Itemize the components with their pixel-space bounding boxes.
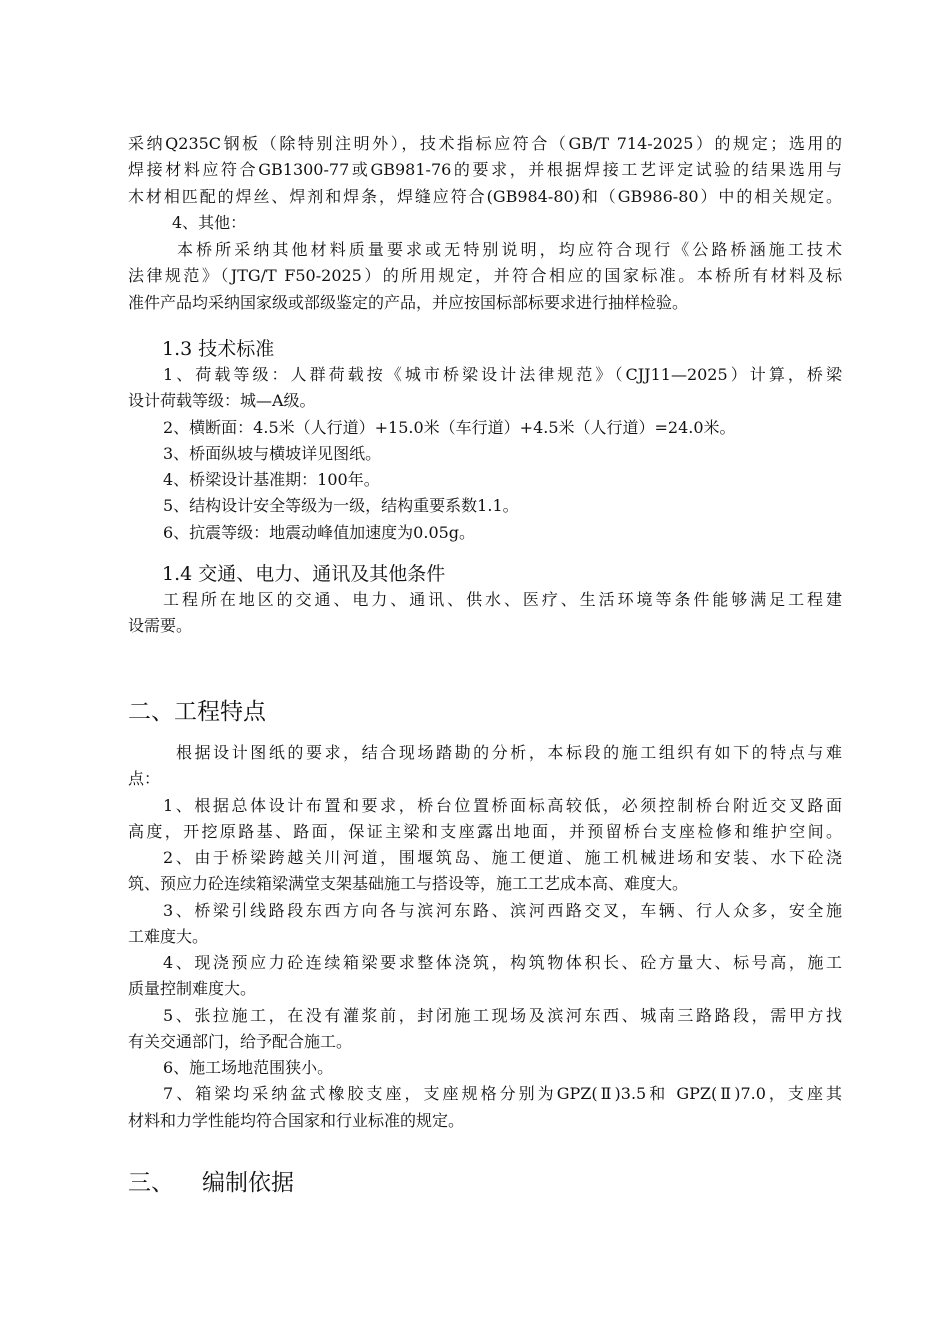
body-text-line: 焊接材料应符合GB1300-77或GB981-76的要求，并根据焊接工艺评定试验的结果选用与 [128,160,842,179]
list-item: 5、结构设计安全等级为一级，结构重要系数1.1。 [163,496,519,515]
list-item: 有关交通部门，给予配合施工。 [128,1032,353,1051]
section-heading-1-4: 1.4 交通、电力、通讯及其他条件 [162,563,446,585]
list-item: 1、根据总体设计布置和要求，桥台位置桥面标高较低，必须控制桥台附近交叉路面 [163,796,842,815]
list-item: 材料和力学性能均符合国家和行业标准的规定。 [128,1111,465,1130]
body-text-line: 设需要。 [128,616,193,635]
subsection-heading: 4、其他： [172,213,247,232]
body-text-line: 点： [128,769,161,788]
body-text-line: 法律规范》（JTG/T F50-2025）的所用规定，并符合相应的国家标准。本桥所有材料及标 [128,266,842,285]
chapter-number-3: 三、 [128,1170,174,1196]
body-text-line: 采纳Q235C钢板（除特别注明外），技术指标应符合（GB/T 714-2025）的规定；选用的 [128,134,842,153]
list-item: 筑、预应力砼连续箱梁满堂支架基础施工与搭设等，施工工艺成本高、难度大。 [128,874,689,893]
list-item: 2、由于桥梁跨越关川河道，围堰筑岛、施工便道、施工机械进场和安装、水下砼浇 [163,848,842,867]
body-text-line: 本桥所采纳其他材料质量要求或无特别说明，均应符合现行《公路桥涵施工技术 [177,240,842,259]
body-text-line: 根据设计图纸的要求，结合现场踏勘的分析，本标段的施工组织有如下的特点与难 [176,743,842,762]
chapter-heading-2: 二、工程特点 [128,699,266,725]
list-item: 3、桥梁引线路段东西方向各与滨河东路、滨河西路交叉，车辆、行人众多，安全施 [163,901,842,920]
list-item: 7、箱梁均采纳盆式橡胶支座，支座规格分别为GPZ(Ⅱ)3.5和 GPZ(Ⅱ)7.0，支座其 [163,1084,842,1103]
list-item: 5、张拉施工，在没有灌浆前，封闭施工现场及滨河东西、城南三路路段，需甲方找 [163,1006,842,1025]
list-item: 工难度大。 [128,927,209,946]
list-item: 6、施工场地范围狭小。 [163,1058,334,1077]
body-text-line: 准件产品均采纳国家级或部级鉴定的产品，并应按国标部标要求进行抽样检验。 [128,293,689,312]
list-item: 2、横断面：4.5米（人行道）+15.0米（车行道）+4.5米（人行道）=24.0米。 [163,418,736,437]
list-item: 设计荷载等级：城—A级。 [128,391,316,410]
list-item: 6、抗震等级：地震动峰值加速度为0.05g。 [163,523,476,542]
list-item: 3、桥面纵坡与横坡详见图纸。 [163,444,382,463]
section-heading-1-3: 1.3 技术标准 [162,338,275,360]
list-item: 1、荷载等级：人群荷载按《城市桥梁设计法律规范》（CJJ11—2025）计算，桥梁 [163,365,842,384]
list-item: 高度，开挖原路基、路面，保证主梁和支座露出地面，并预留桥台支座检修和维护空间。 [128,822,842,841]
list-item: 质量控制难度大。 [128,979,257,998]
body-text-line: 工程所在地区的交通、电力、通讯、供水、医疗、生活环境等条件能够满足工程建 [163,590,842,609]
body-text-line: 木材相匹配的焊丝、焊剂和焊条，焊缝应符合(GB984-80)和（GB986-80）中的相关规定。 [128,187,842,206]
chapter-heading-3: 编制依据 [202,1170,294,1196]
list-item: 4、桥梁设计基准期：100年。 [163,470,380,489]
list-item: 4、现浇预应力砼连续箱梁要求整体浇筑，构筑物体积长、砼方量大、标号高，施工 [163,953,842,972]
